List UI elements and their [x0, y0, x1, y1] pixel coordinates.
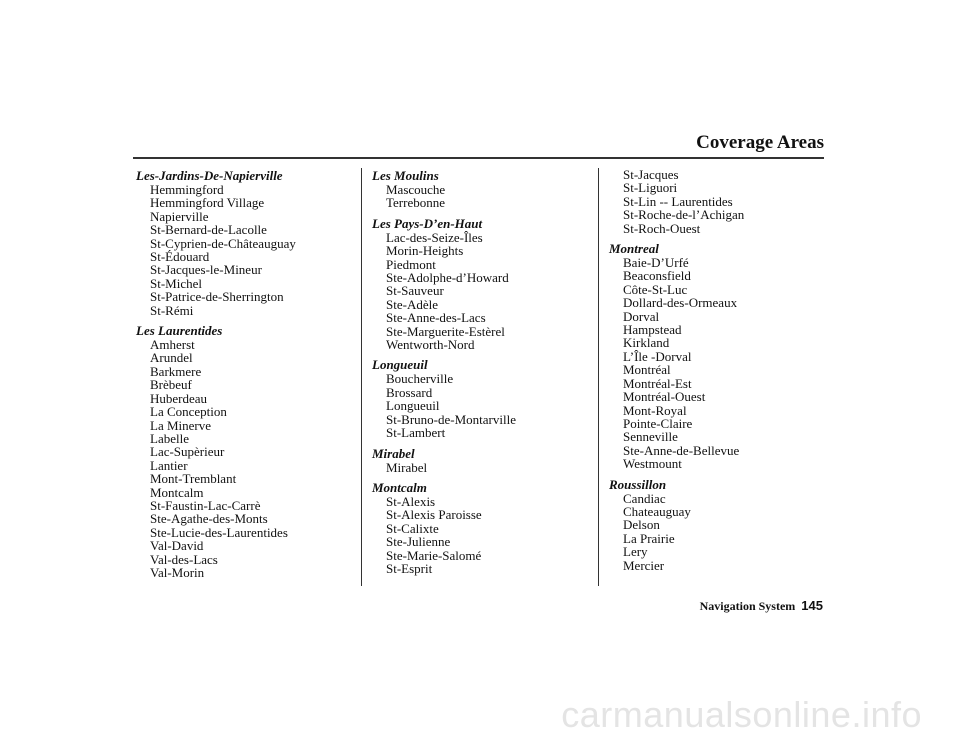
watermark: carmanualsonline.info [561, 694, 922, 735]
town-item: Arundel [150, 350, 193, 366]
town-item: Ste-Anne-des-Lacs [386, 310, 486, 326]
town-item: Hemmingford [150, 182, 224, 197]
town-item: Napierville [150, 208, 209, 224]
town-item: Labelle [150, 430, 189, 446]
town-item: Amherst [150, 337, 195, 353]
town-item: Ste-Lucie-des-Laurentides [150, 524, 288, 540]
town-item: St-Bruno-de-Montarville [386, 411, 516, 427]
town-item: Ste-Marguerite-Estèrel [386, 323, 505, 339]
town-item: Dorval [623, 308, 660, 324]
region-name: Montcalm [372, 479, 427, 495]
town-item: St-Liguori [623, 180, 678, 196]
town-item: St-Esprit [386, 560, 433, 576]
town-item: St-Faustin-Lac-Carrè [150, 497, 261, 513]
region-name: Longueuil [372, 357, 428, 373]
town-item: St-Alexis Paroisse [386, 507, 482, 523]
town-item: Longueuil [386, 398, 440, 414]
town-item: St-Jacques [623, 167, 679, 182]
town-item: St-Roche-de-l’Achigan [623, 207, 745, 223]
town-item: St-Roch-Ouest [623, 220, 701, 236]
town-list [372, 461, 597, 474]
town-item: Brèbeuf [150, 377, 192, 393]
town-list [372, 231, 597, 352]
town-item: Hampstead [623, 322, 682, 338]
region-section [372, 446, 597, 474]
town-list [372, 495, 597, 575]
town-item: Delson [623, 517, 660, 533]
region-name: Les-Jardins-De-Napierville [136, 168, 283, 183]
column-2 [372, 168, 597, 581]
town-item: La Minerve [150, 417, 212, 433]
town-item: Mascouche [386, 182, 446, 197]
town-item: Montréal [623, 362, 671, 378]
title-divider [133, 157, 824, 159]
town-item: La Conception [150, 404, 227, 420]
page-footer [700, 598, 823, 614]
column-divider [598, 168, 599, 586]
town-item: Senneville [623, 429, 678, 445]
town-item: St-Édouard [150, 249, 210, 265]
column-1 [136, 168, 356, 585]
town-item: Beaconsfield [623, 268, 691, 284]
town-item: Mont-Tremblant [150, 471, 237, 487]
town-list [136, 338, 356, 579]
region-section [372, 357, 597, 439]
town-list [609, 256, 829, 471]
town-item: Ste-Agathe-des-Monts [150, 511, 268, 527]
town-item: Pointe-Claire [623, 415, 693, 431]
town-item: Côte-St-Luc [623, 281, 688, 297]
town-item: Dollard-des-Ormeaux [623, 295, 738, 311]
town-item: Piedmont [386, 256, 436, 272]
region-name: Les Moulins [372, 168, 439, 183]
region-section [609, 168, 829, 235]
town-list [609, 492, 829, 572]
town-item: Mont-Royal [623, 402, 687, 418]
town-item: Ste-Marie-Salomé [386, 547, 482, 563]
town-item: Val-David [150, 538, 204, 554]
footer-label: Navigation System [699, 599, 796, 613]
town-item: St-Lambert [386, 425, 446, 441]
region-section [609, 477, 829, 572]
region-section [372, 480, 597, 575]
region-name: Roussillon [609, 476, 667, 492]
town-item: Brossard [386, 384, 433, 400]
town-item: St-Calixte [386, 520, 439, 536]
town-item: La Prairie [623, 530, 675, 546]
town-item: St-Jacques-le-Mineur [150, 262, 262, 278]
region-section [136, 323, 356, 579]
town-item: Lac-des-Seize-Îles [386, 229, 483, 245]
town-item: Barkmere [150, 363, 202, 379]
town-item: Montréal-Est [623, 375, 692, 391]
town-item: Chateauguay [623, 503, 691, 519]
town-item: Westmount [623, 456, 682, 472]
town-item: St-Cyprien-de-Châteauguay [150, 235, 296, 251]
town-item: Mercier [623, 557, 665, 573]
town-item: St-Sauveur [386, 283, 444, 299]
town-item: Val-des-Lacs [150, 551, 218, 567]
town-item: Kirkland [623, 335, 670, 351]
town-item: Montcalm [150, 484, 204, 500]
column-3 [609, 168, 829, 578]
town-item: Lantier [150, 457, 188, 473]
town-item: Boucherville [386, 371, 454, 387]
page-number: 145 [801, 598, 823, 613]
town-item: Terrebonne [386, 195, 446, 211]
region-section [372, 168, 597, 210]
town-item: Hemmingford Village [150, 195, 265, 211]
town-item: L’Île -Dorval [623, 348, 692, 364]
town-list [136, 183, 356, 317]
town-item: Baie-D’Urfé [623, 255, 689, 271]
town-item: Ste-Adèle [386, 296, 438, 312]
town-item: St-Lin -- Laurentides [623, 193, 733, 209]
region-name: Les Pays-D’en-Haut [372, 215, 483, 231]
town-item: St-Michel [150, 275, 202, 291]
column-divider [361, 168, 362, 586]
town-item: Ste-Anne-de-Bellevue [623, 442, 740, 458]
region-name: Les Laurentides [136, 323, 223, 339]
town-item: Montréal-Ouest [623, 389, 706, 405]
town-item: St-Alexis [386, 493, 436, 509]
page-title: Coverage Areas [696, 132, 824, 153]
region-section [136, 168, 356, 317]
town-item: Lac-Supèrieur [150, 444, 225, 460]
region-section [372, 216, 597, 352]
town-item: St-Bernard-de-Lacolle [150, 222, 267, 238]
town-item: Val-Morin [150, 564, 205, 580]
town-item: St-Rémi [150, 302, 194, 318]
town-list [372, 372, 597, 439]
town-list [609, 168, 829, 235]
town-item: Morin-Heights [386, 243, 464, 259]
town-item: Wentworth-Nord [386, 337, 475, 353]
town-item: Mirabel [386, 459, 428, 475]
town-item: Lery [623, 544, 648, 560]
region-section [609, 241, 829, 471]
town-item: Ste-Adolphe-d’Howard [386, 270, 509, 286]
town-list [372, 183, 597, 210]
town-item: Candiac [623, 490, 666, 506]
region-name: Montreal [609, 241, 659, 257]
town-item: Huberdeau [150, 390, 208, 406]
town-item: St-Patrice-de-Sherrington [150, 289, 284, 305]
region-name: Mirabel [372, 445, 415, 461]
town-item: Ste-Julienne [386, 534, 451, 550]
